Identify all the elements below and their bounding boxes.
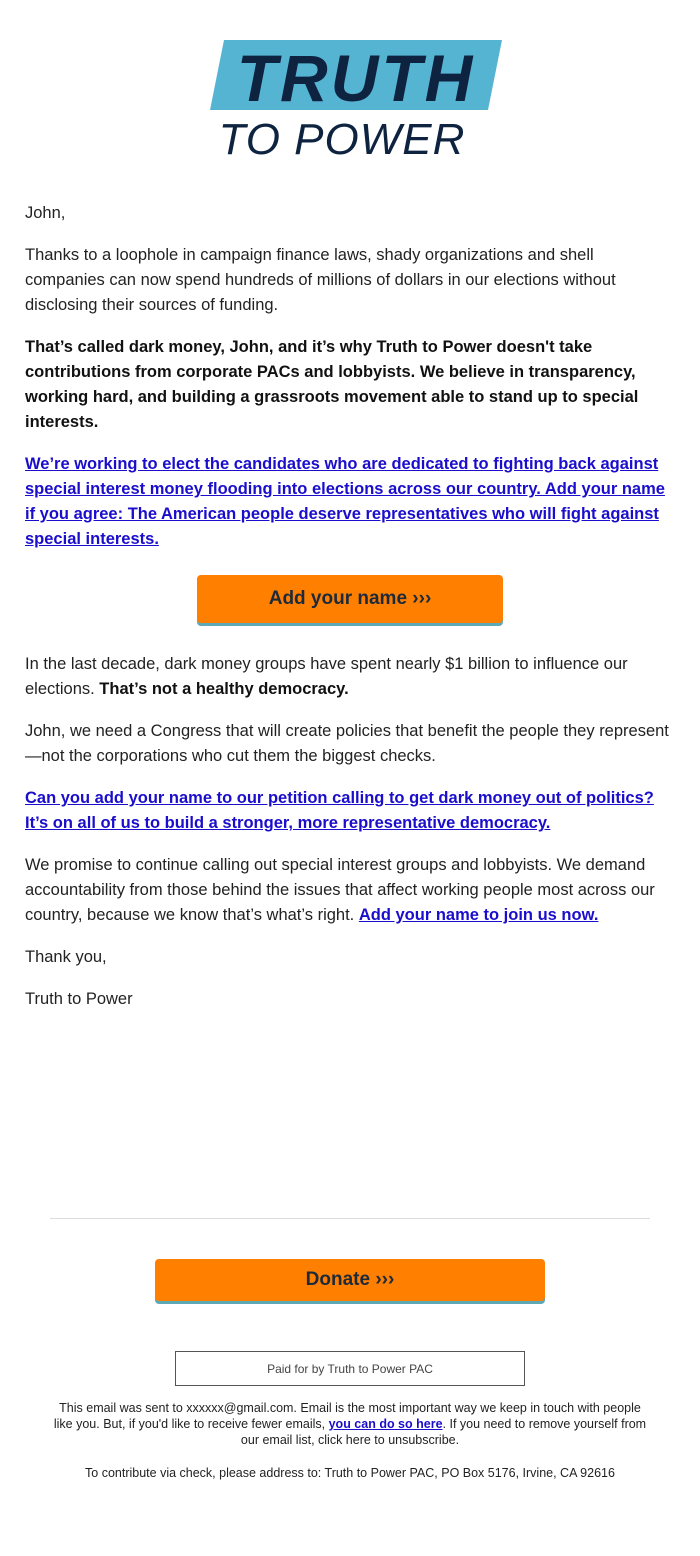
footer-notice: [50, 1400, 650, 1448]
paragraph-last-decade: [25, 652, 675, 702]
link-join-us[interactable]: Add your name to join us now.: [358, 906, 599, 924]
divider: [50, 1218, 650, 1219]
link-petition[interactable]: Can you add your name to our petition calling to get dark money out of politics? It’s on all of us to build a stronger, more representative democracy.: [25, 789, 654, 832]
paragraph-promise: [25, 853, 675, 928]
fewer-emails-link[interactable]: you can do so here: [328, 1417, 443, 1431]
paid-for-box: [175, 1351, 525, 1386]
logo-line2: TO POWER: [218, 115, 466, 158]
greeting: John,: [25, 204, 66, 222]
paragraph-loophole: Thanks to a loophole in campaign finance laws, shady organizations and shell companies can now spend hundreds of millions of dollars in our elections without disclosing their sources of funding.: [25, 246, 616, 314]
logo-line1: TRUTH: [236, 41, 476, 115]
last-decade-text: In the last decade, dark money groups have spent nearly $1 billion to influence our elections.: [25, 655, 628, 698]
last-decade-bold: That’s not a healthy democracy.: [99, 680, 349, 698]
paragraph-dark-money: That’s called dark money, John, and it’s why Truth to Power doesn't take contributions from corporate PACs and lobbyists. We believe in transparency, working hard, and building a grassroots movement able to stand up to special interests.: [25, 338, 639, 431]
notice-before: This email was sent to xxxxxx@gmail.com. Email is the most important way we keep in touch with people like you. But, if you'd like to receive fewer emails,: [53, 1401, 641, 1431]
promise-text: We promise to continue calling out special interest groups and lobbyists. We demand accountability from those behind the issues that affect working people most across our country, because we know that’s what’s right.: [25, 856, 655, 924]
truth-to-power-logo: [210, 40, 502, 158]
add-your-name-button[interactable]: Add your name ›››: [197, 575, 503, 623]
paid-for-text: Paid for by Truth to Power PAC: [267, 1361, 433, 1376]
link-candidates[interactable]: We’re working to elect the candidates who are dedicated to fighting back against special interest money flooding into elections across our country. Add your name if you agree: The American people deserve representatives who will fight against special interests.: [25, 455, 665, 548]
signoff: Thank you,: [25, 948, 107, 966]
notice-after: . If you need to remove yourself from our email list, click here to unsubscribe.: [240, 1417, 647, 1447]
donate-button[interactable]: Donate ›››: [155, 1259, 545, 1301]
paragraph-congress: John, we need a Congress that will create policies that benefit the people they represent—not the corporations who cut them the biggest checks.: [25, 722, 669, 765]
paragraph-link-petition: [25, 786, 675, 836]
paragraph-link-candidates: [25, 452, 675, 552]
signature: Truth to Power: [25, 990, 133, 1008]
check-address: To contribute via check, please address to: Truth to Power PAC, PO Box 5176, Irvine, CA 92616: [85, 1466, 615, 1480]
